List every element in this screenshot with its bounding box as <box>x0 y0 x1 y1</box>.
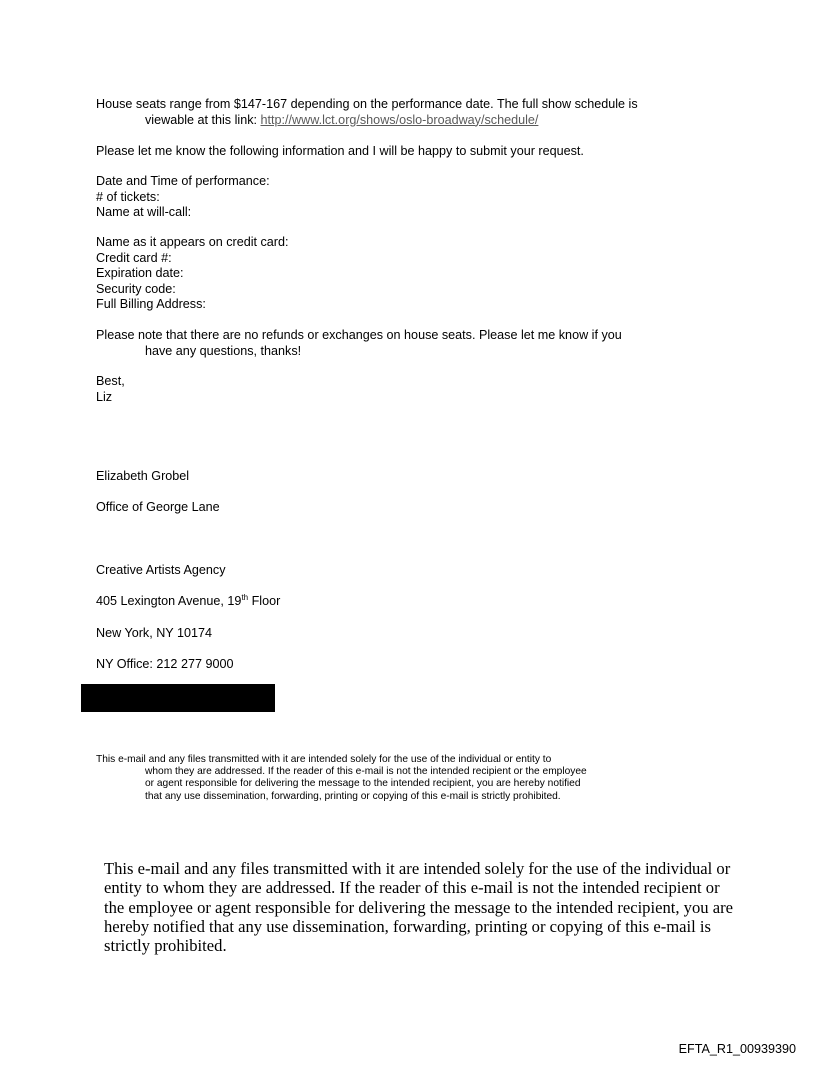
house-seats-paragraph <box>96 97 638 128</box>
field-security-code: Security code: <box>96 281 176 296</box>
disclaimer-small-line-1: This e-mail and any files transmitted with it are intended solely for the use of the individual or entity to <box>96 754 552 765</box>
house-seats-line-1: House seats range from $147-167 depending on the performance date. The full show schedule is <box>96 97 638 111</box>
redaction-bar <box>81 684 275 712</box>
payment-fields <box>96 235 289 313</box>
house-seats-line-2-prefix: viewable at this link: <box>145 112 261 127</box>
signature-name: Elizabeth Grobel <box>96 469 190 483</box>
signature-address <box>96 594 280 609</box>
signature-city: New York, NY 10174 <box>96 626 212 640</box>
field-ticket-count: # of tickets: <box>96 189 160 204</box>
ticket-fields <box>96 174 270 221</box>
field-performance: Date and Time of performance: <box>96 174 270 188</box>
schedule-link[interactable]: http://www.lct.org/shows/oslo-broadway/schedule/ <box>260 112 539 127</box>
address-ordinal: th <box>241 592 249 602</box>
closing-salutation: Best, <box>96 374 125 388</box>
disclaimer-small-line-2: whom they are addressed. If the reader of this e-mail is not the intended recipient or the employee <box>145 766 587 778</box>
note-paragraph <box>96 328 622 359</box>
disclaimer-small-line-4: that any use dissemination, forwarding, printing or copying of this e-mail is strictly prohibited. <box>145 790 561 802</box>
document-id: EFTA_R1_00939390 <box>678 1042 796 1056</box>
disclaimer-small-line-3: or agent responsible for delivering the message to the intended recipient, you are hereby notified <box>145 778 581 790</box>
field-will-call: Name at will-call: <box>96 205 192 219</box>
signature-company: Creative Artists Agency <box>96 563 226 577</box>
address-suffix: Floor <box>248 594 281 608</box>
sender-short-name: Liz <box>96 389 113 404</box>
closing <box>96 374 125 405</box>
house-seats-line-2 <box>96 113 638 129</box>
signature-phone: NY Office: 212 277 9000 <box>96 657 234 671</box>
address-prefix: 405 Lexington Avenue, 19 <box>96 594 242 608</box>
note-line-2: have any questions, thanks! <box>145 343 302 358</box>
signature-office: Office of George Lane <box>96 500 220 514</box>
disclaimer-small <box>96 754 587 803</box>
field-billing-address: Full Billing Address: <box>96 297 206 311</box>
field-card-name: Name as it appears on credit card: <box>96 235 289 249</box>
field-expiration: Expiration date: <box>96 266 184 280</box>
request-line: Please let me know the following information and I will be happy to submit your request. <box>96 144 584 158</box>
field-card-number: Credit card #: <box>96 250 172 265</box>
disclaimer-large: This e-mail and any files transmitted with it are intended solely for the use of the individual or entity to whom they are addressed. If the reader of this e-mail is not the intended recipient or the employee or agent responsible for delivering the message to the intended recipient, you are hereby notified that any use dissemination, forwarding, printing or copying of this e-mail is strictly prohibited. <box>104 859 733 956</box>
note-line-1: Please note that there are no refunds or exchanges on house seats. Please let me know if you <box>96 328 622 342</box>
